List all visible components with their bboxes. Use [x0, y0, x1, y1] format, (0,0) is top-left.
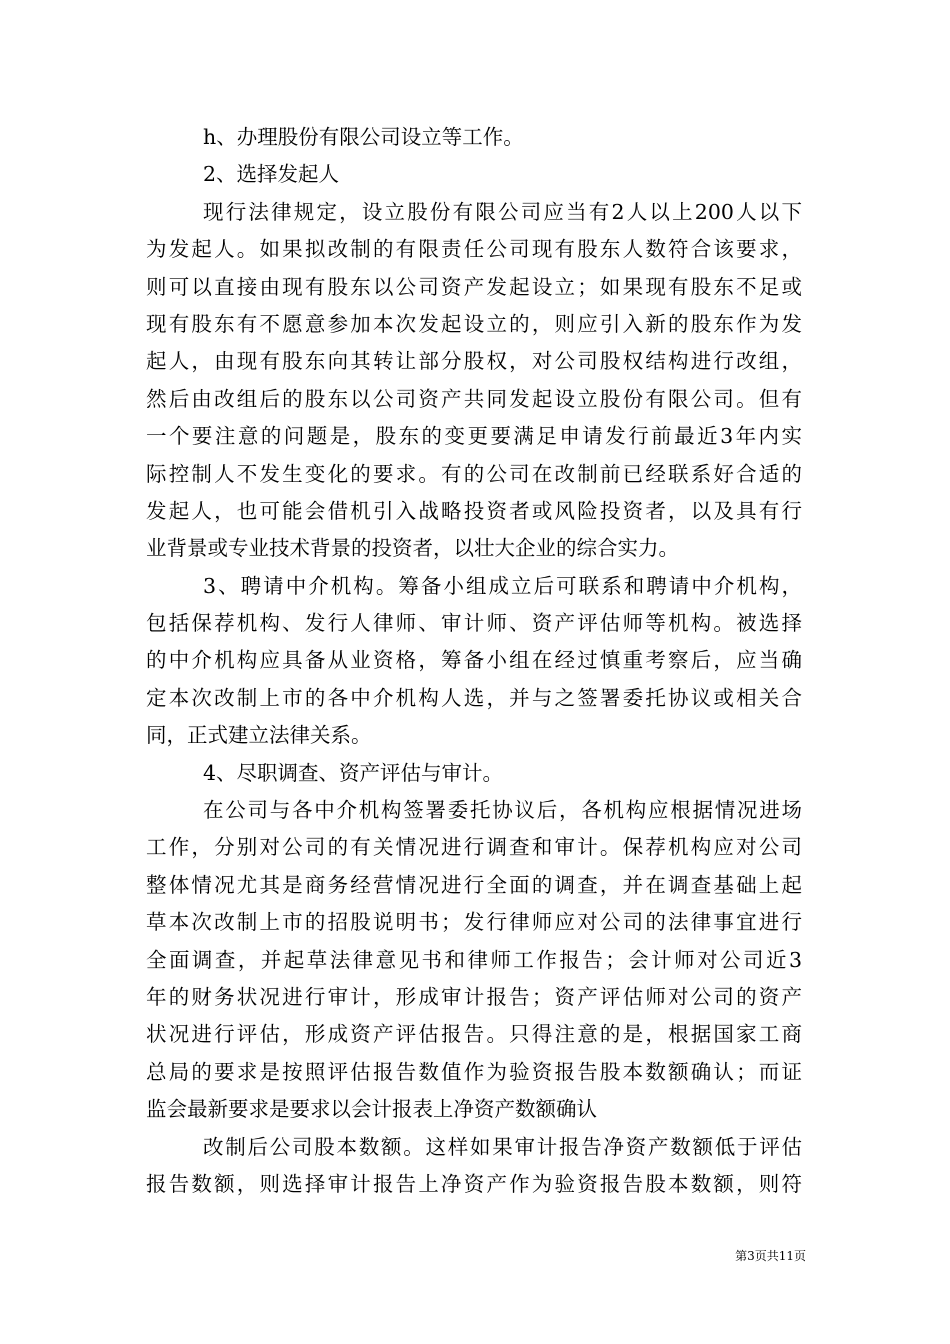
text-line: 起人，由现有股东向其转让部分股权，对公司股权结构进行改组，: [146, 349, 802, 374]
text-line: 总局的要求是按照评估报告数值作为验资报告股本数额确认；而证: [146, 1059, 802, 1084]
text-line: 然后由改组后的股东以公司资产共同发起设立股份有限公司。但有: [146, 386, 802, 411]
text-line: 年的财务状况进行审计，形成审计报告；资产评估师对公司的资产: [146, 984, 802, 1009]
text-line: 现有股东有不愿意参加本次发起设立的，则应引入新的股东作为发: [146, 311, 802, 336]
paragraph-due-diligence: [146, 792, 802, 1129]
text-line: 监会最新要求是要求以会计报表上净资产数额确认: [146, 1097, 597, 1122]
text-line: 报告数额，则选择审计报告上净资产作为验资报告股本数额，则符: [146, 1171, 802, 1196]
text-line: 在公司与各中介机构签署委托协议后，各机构应根据情况进场: [203, 798, 802, 823]
heading-due-diligence: [146, 755, 802, 792]
text-line: 定本次改制上市的各中介机构人选，并与之签署委托协议或相关合: [146, 685, 802, 710]
text-line: 全面调查，并起草法律意见书和律师工作报告；会计师对公司近3: [146, 947, 802, 972]
text-line: 为发起人。如果拟改制的有限责任公司现有股东人数符合该要求，: [146, 237, 802, 262]
text-line: 状况进行评估，形成资产评估报告。只得注意的是，根据国家工商: [146, 1022, 802, 1047]
text-line: 现行法律规定，设立股份有限公司应当有2人以上200人以下: [203, 199, 802, 224]
text-line: 草本次改制上市的招股说明书；发行律师应对公司的法律事宜进行: [146, 910, 802, 935]
paragraph-intermediaries: [146, 568, 802, 755]
text-line: 发起人，也可能会借机引入战略投资者或风险投资者，以及具有行: [146, 498, 802, 523]
text-line: 业背景或专业技术背景的投资者，以壮大企业的综合实力。: [146, 536, 679, 561]
text-line: 的中介机构应具备从业资格，筹备小组在经过慎重考察后，应当确: [146, 648, 802, 673]
paragraph-promoters: [146, 194, 802, 568]
text-line: 2、选择发起人: [203, 162, 340, 187]
text-line: 际控制人不发生变化的要求。有的公司在改制前已经联系好合适的: [146, 461, 802, 486]
text-line: 包括保荐机构、发行人律师、审计师、资产评估师等机构。被选择: [146, 611, 802, 636]
text-line: 3、聘请中介机构。筹备小组成立后可联系和聘请中介机构，: [203, 573, 802, 598]
text-line: 整体情况尤其是商务经营情况进行全面的调查，并在调查基础上起: [146, 872, 802, 897]
page-number-footer: 第3页共11页: [735, 1249, 806, 1263]
text-line: 4、尽职调查、资产评估与审计。: [203, 760, 504, 785]
text-line: h、办理股份有限公司设立等工作。: [203, 125, 524, 149]
heading-select-promoters: [146, 156, 802, 193]
body-text: [146, 119, 802, 1203]
paragraph-item-h: [146, 119, 802, 156]
text-line: 一个要注意的问题是，股东的变更要满足申请发行前最近3年内实: [146, 424, 802, 449]
text-line: 同，正式建立法律关系。: [146, 723, 372, 748]
text-line: 工作，分别对公司的有关情况进行调查和审计。保荐机构应对公司: [146, 835, 802, 860]
text-line: 则可以直接由现有股东以公司资产发起设立；如果现有股东不足或: [146, 274, 802, 299]
paragraph-share-capital: [146, 1129, 802, 1204]
text-line: 改制后公司股本数额。这样如果审计报告净资产数额低于评估: [203, 1134, 802, 1159]
